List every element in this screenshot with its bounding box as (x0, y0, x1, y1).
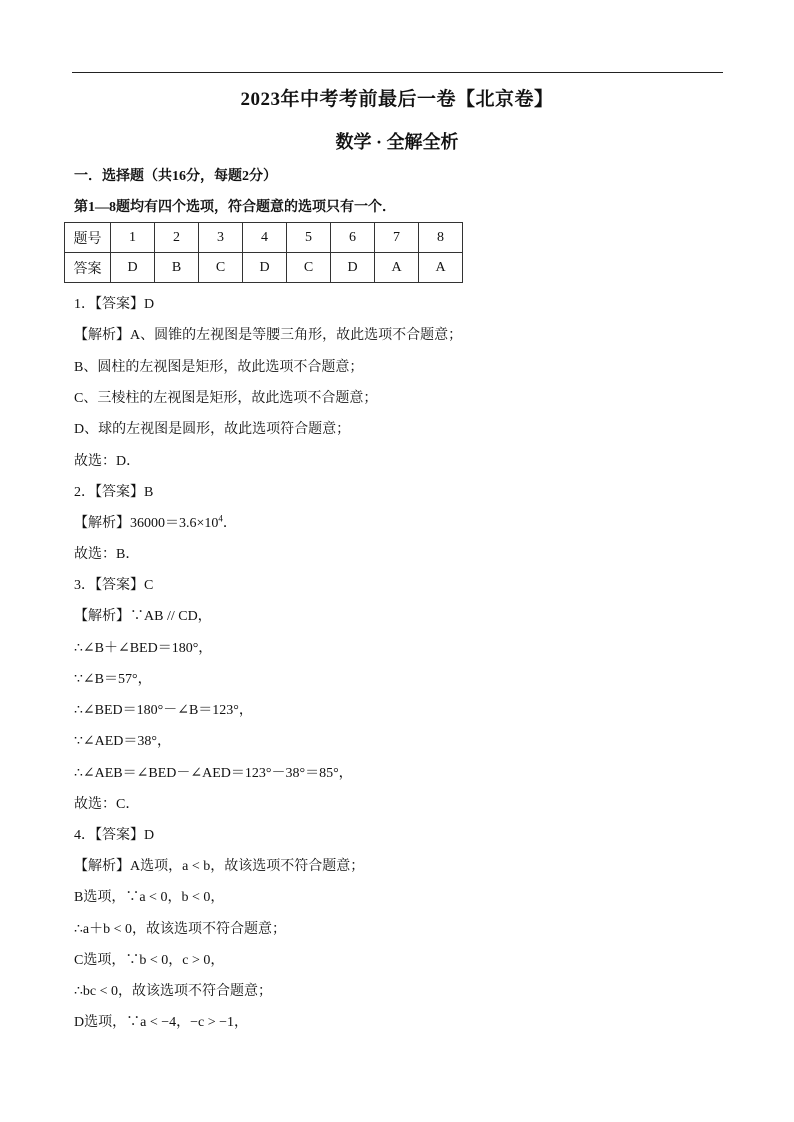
analysis-line (74, 512, 237, 532)
table-cell: 5 (287, 223, 331, 253)
table-cell: A (375, 253, 419, 283)
answer-line: 2．【答案】B (74, 485, 154, 500)
analysis-line: ∵∠B＝57°， (74, 672, 152, 687)
page-title: 2023年中考考前最后一卷【北京卷】 (240, 89, 554, 110)
analysis-line: C、三棱柱的左视图是矩形，故此选项不合题意； (74, 391, 378, 406)
table-cell: C (287, 253, 331, 283)
table-cell: A (419, 253, 463, 283)
equation-text: 【解析】36000＝3.6×10 (74, 516, 219, 531)
analysis-line: 【解析】A、圆锥的左视图是等腰三角形，故此选项不合题意； (74, 328, 463, 343)
analysis-line: ∴∠AEB＝∠BED－∠AED＝123°－38°＝85°， (74, 766, 353, 781)
table-cell: D (331, 253, 375, 283)
table-cell: 4 (243, 223, 287, 253)
table-cell: D (111, 253, 155, 283)
table-cell: 1 (111, 223, 155, 253)
choice-line: 故选：C． (74, 797, 140, 812)
table-cell: 6 (331, 223, 375, 253)
analysis-line: 【解析】A选项，a < b，故该选项不符合题意； (74, 859, 365, 874)
page-subtitle: 数学 · 全解全析 (335, 132, 459, 152)
answer-line: 1．【答案】D (74, 297, 155, 312)
section-note: 第1—8题均有四个选项，符合题意的选项只有一个． (74, 200, 396, 215)
table-row (65, 253, 463, 283)
answer-line: 4．【答案】D (74, 828, 155, 843)
table-cell: D (243, 253, 287, 283)
header-rule (72, 72, 723, 73)
analysis-line: ∵∠AED＝38°， (74, 734, 172, 749)
period-text: ． (222, 516, 237, 531)
analysis-line: C选项，∵b < 0，c > 0， (74, 953, 225, 968)
table-cell: C (199, 253, 243, 283)
answer-table (64, 222, 463, 283)
table-cell: 8 (419, 223, 463, 253)
analysis-line: ∴∠B＋∠BED＝180°， (74, 641, 213, 656)
table-header-cell: 题号 (65, 223, 111, 253)
table-header-cell: 答案 (65, 253, 111, 283)
table-cell: 7 (375, 223, 419, 253)
analysis-line: D、球的左视图是圆形，故此选项符合题意； (74, 422, 351, 437)
choice-line: 故选：D． (74, 454, 141, 469)
analysis-line: ∴bc < 0，故该选项不符合题意； (74, 984, 273, 999)
section-heading: 一．选择题（共16分，每题2分） (74, 169, 277, 184)
answer-line: 3．【答案】C (74, 578, 154, 593)
analysis-line: 【解析】∵AB // CD， (74, 609, 212, 624)
table-row (65, 223, 463, 253)
analysis-line: ∴∠BED＝180°－∠B＝123°， (74, 703, 253, 718)
table-cell: B (155, 253, 199, 283)
analysis-line: D选项，∵a < −4，−c > −1， (74, 1015, 249, 1030)
table-cell: 3 (199, 223, 243, 253)
analysis-line: B、圆柱的左视图是矩形，故此选项不合题意； (74, 360, 364, 375)
exponent-text: 4 (218, 513, 223, 524)
analysis-line: ∴a＋b < 0，故该选项不符合题意； (74, 922, 287, 937)
table-cell: 2 (155, 223, 199, 253)
choice-line: 故选：B． (74, 547, 140, 562)
analysis-line: B选项，∵a < 0，b < 0， (74, 890, 225, 905)
